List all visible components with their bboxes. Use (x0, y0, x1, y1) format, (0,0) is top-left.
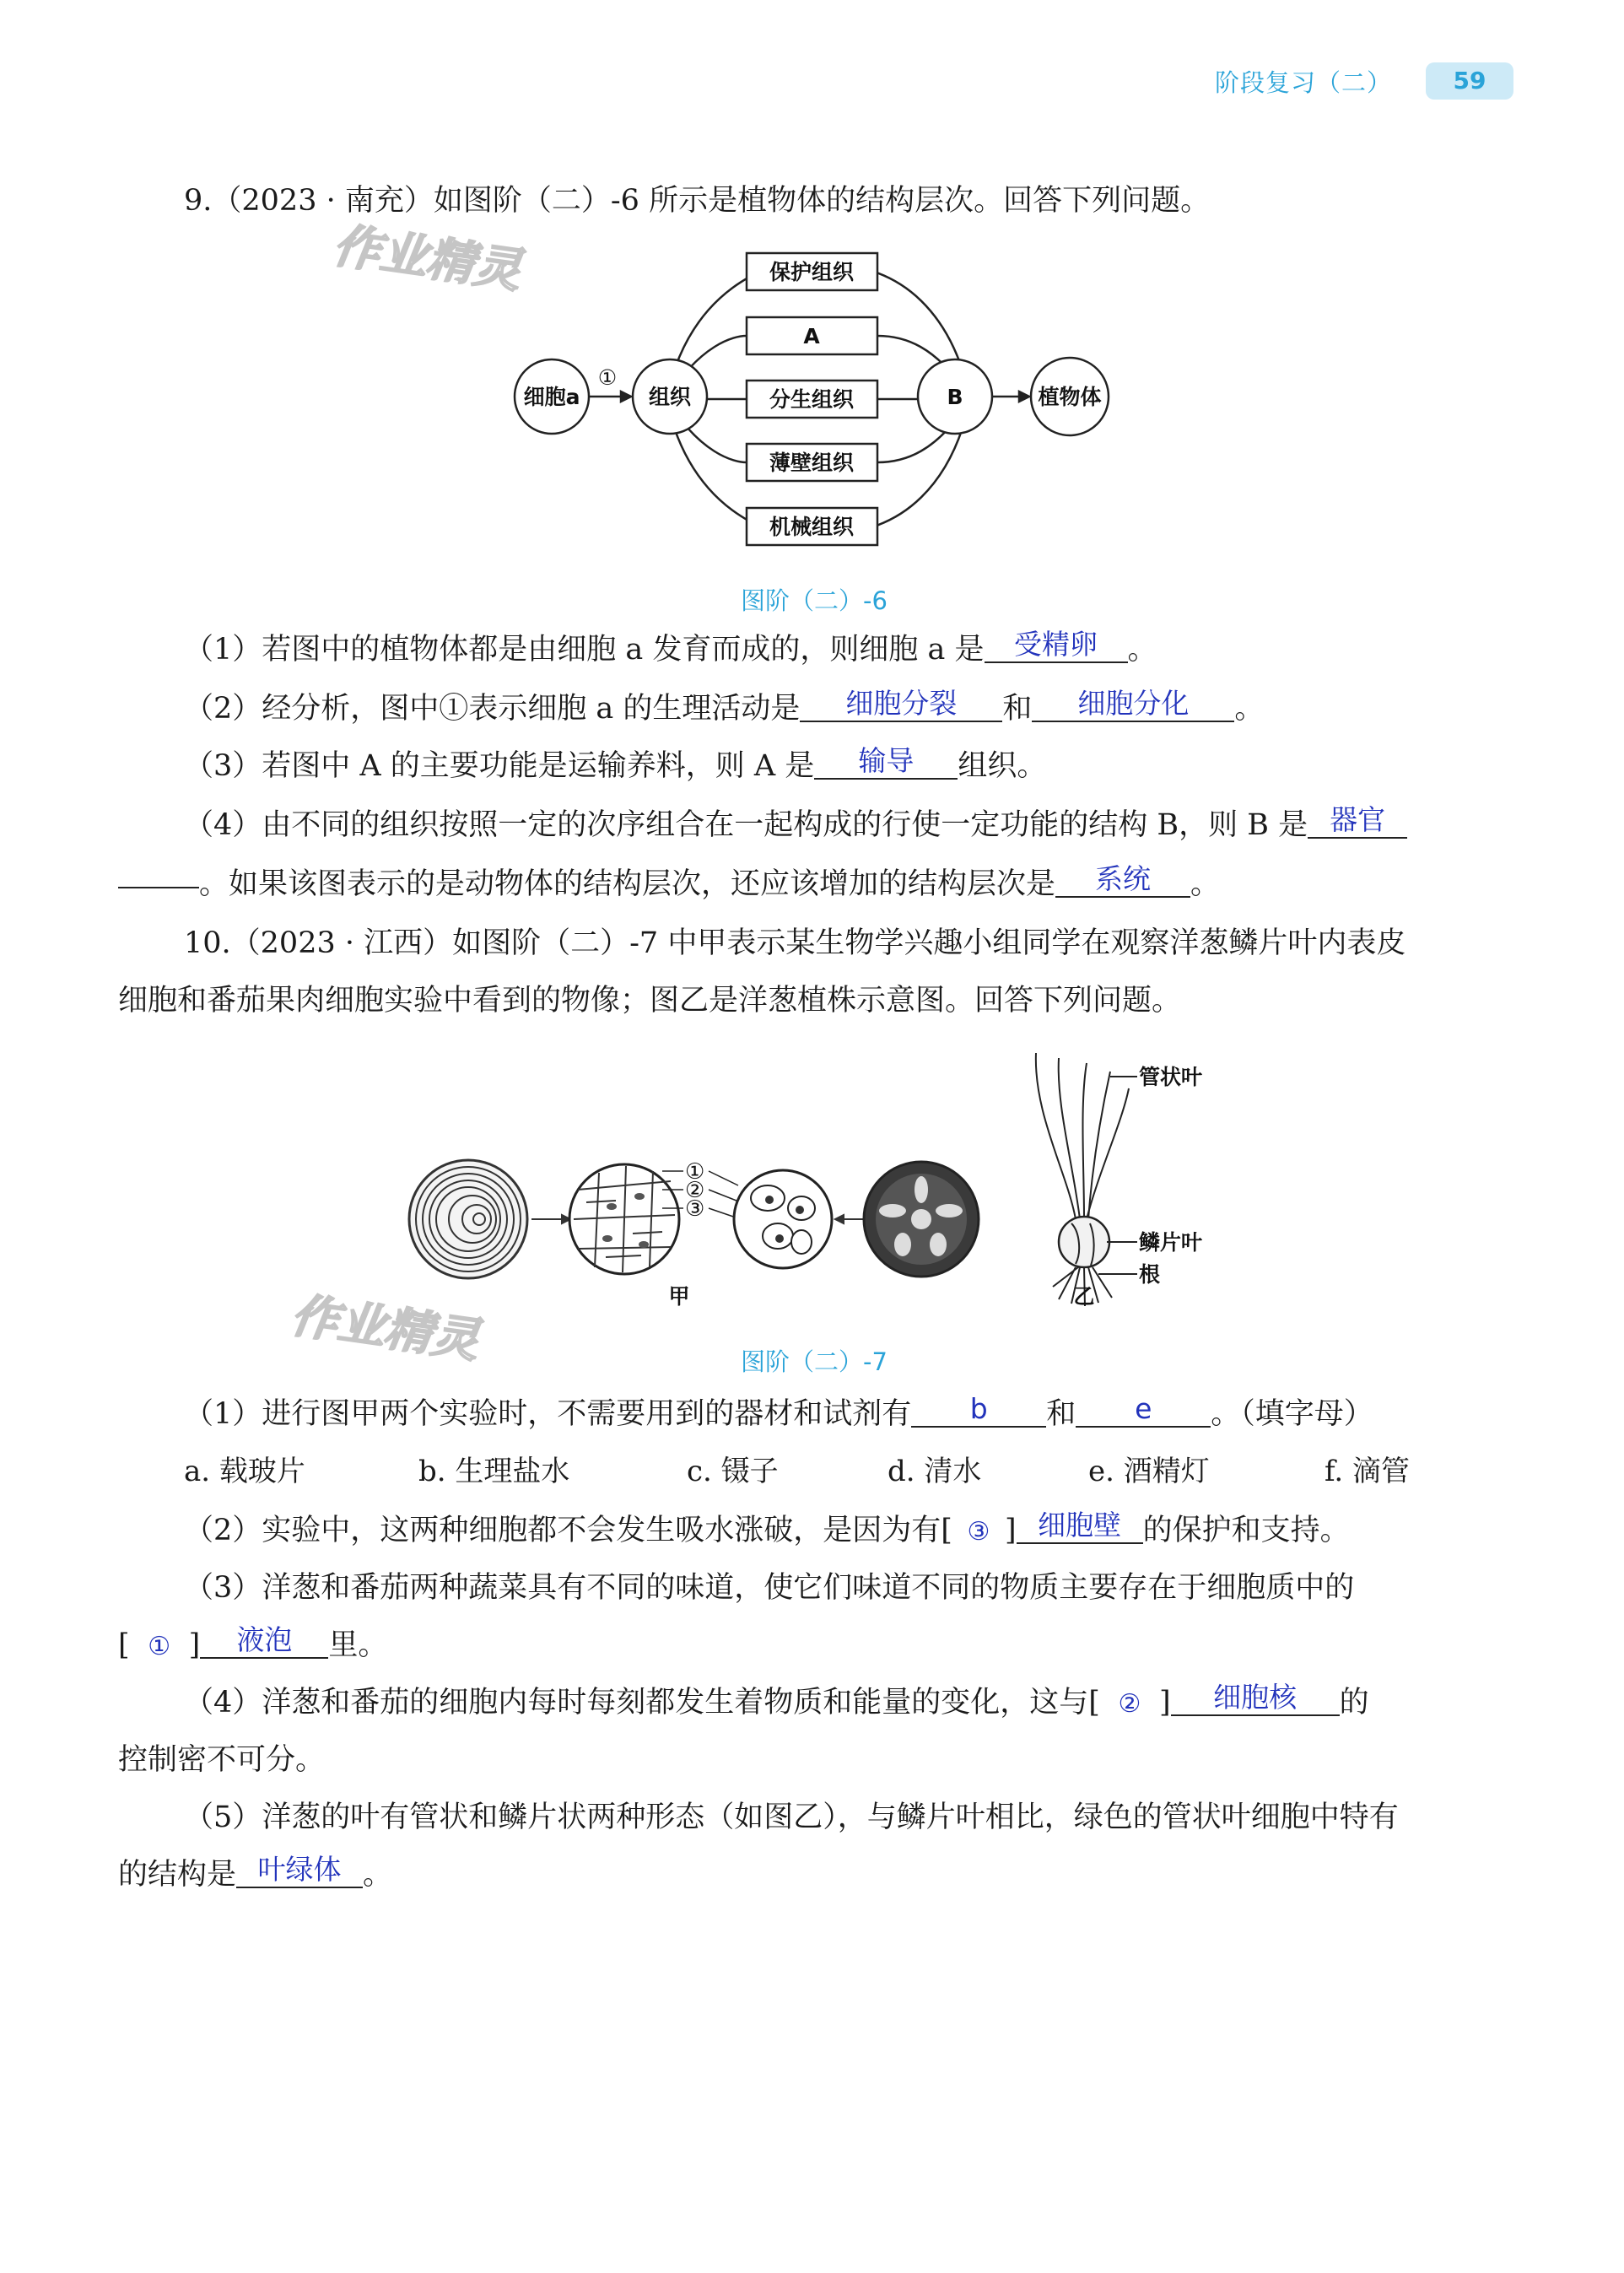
q9-part2: （2）经分析，图中①表示细胞 a 的生理活动是 细胞分裂 和 细胞分化 。 (184, 687, 1265, 726)
q10-stem-line2: 细胞和番茄果肉细胞实验中看到的物像；图乙是洋葱植株示意图。回答下列问题。 (118, 984, 1182, 1018)
tissue-label: 组织 (648, 385, 692, 409)
figure-6-caption: 图阶（二）-6 (741, 586, 888, 615)
tubular-leaf-label: 管状叶 (1139, 1065, 1203, 1089)
q9-part2-answer1[interactable]: 细胞分裂 (800, 687, 1002, 722)
section-title: 阶段复习（二） (1215, 68, 1393, 97)
q9-part4-line2: 。如果该图表示的是动物体的结构层次，还应该增加的结构层次是 系统 。 (118, 866, 1220, 903)
q10-part4-answer[interactable]: 细胞核 (1171, 1681, 1340, 1716)
plant-label: 植物体 (1038, 385, 1102, 409)
q10-part4-line2: 控制密不可分。 (118, 1743, 326, 1777)
onion-slice-image (409, 1160, 527, 1278)
page-number-badge: 59 (1426, 62, 1513, 100)
organ-b-label: B (947, 385, 963, 409)
q10-part3-number[interactable]: ① (148, 1632, 171, 1661)
q9-part3: （3）若图中 A 的主要功能是运输养料，则 A 是 输导 组织。 (184, 744, 1047, 783)
marker-2: ② (685, 1178, 705, 1203)
q10-stem-line1: 10.（2023 · 江西）如图阶（二）-7 中甲表示某生物学兴趣小组同学在观察洋葱鳞片叶内表皮 (184, 926, 1406, 960)
box-parenchyma-tissue: 薄壁组织 (769, 451, 855, 475)
q9-part1-answer[interactable]: 受精卵 (985, 628, 1128, 663)
q9-part1: （1）若图中的植物体都是由细胞 a 发育而成的，则细胞 a 是 受精卵 。 (184, 628, 1157, 667)
q9-part2-answer2[interactable]: 细胞分化 (1032, 687, 1234, 722)
q10-part4-line1: （4）洋葱和番茄的细胞内每时每刻都发生着物质和能量的变化，这与[ ② ] 细胞核 的 (184, 1684, 1369, 1723)
watermark: 作业精灵 (287, 1288, 483, 1369)
option-a: a. 载玻片 (184, 1455, 305, 1488)
q10-part2-answer[interactable]: 细胞壁 (1017, 1509, 1143, 1544)
q10-part3-line2: [ ① ] 液泡 里。 (118, 1627, 387, 1666)
q10-part1: （1）进行图甲两个实验时，不需要用到的器材和试剂有 b 和 e 。（填字母） (184, 1392, 1373, 1431)
q9-part4-answer2[interactable]: 系统 (1055, 862, 1190, 898)
q9-part3-answer[interactable]: 输导 (814, 744, 958, 780)
q9-part4-answer1-continued (118, 887, 199, 888)
watermark: 作业精灵 (329, 218, 525, 300)
option-d: d. 清水 (888, 1455, 982, 1488)
box-protective-tissue: 保护组织 (769, 260, 855, 284)
q10-part5-answer[interactable]: 叶绿体 (236, 1853, 363, 1888)
marker-1: ① (685, 1159, 705, 1185)
q10-part5-line1: （5）洋葱的叶有管状和鳞片状两种形态（如图乙），与鳞片叶相比，绿色的管状叶细胞中特有 (184, 1801, 1399, 1834)
label-yi: 乙 (1073, 1284, 1095, 1309)
q10-part3-line1: （3）洋葱和番茄两种蔬菜具有不同的味道，使它们味道不同的物质主要存在于细胞质中的 (184, 1571, 1355, 1605)
cell-a-label: 细胞a (523, 385, 580, 409)
q9-part4-answer1[interactable]: 器官 (1308, 803, 1407, 839)
option-e: e. 酒精灯 (1088, 1455, 1210, 1488)
q10-part1-answer1[interactable]: b (911, 1392, 1046, 1428)
scale-leaf-label: 鳞片叶 (1139, 1230, 1203, 1255)
tomato-cells-image (734, 1170, 832, 1268)
option-f: f. 滴管 (1325, 1455, 1410, 1488)
q9-stem: 9.（2023 · 南充）如图阶（二）-6 所示是植物体的结构层次。回答下列问题。 (184, 184, 1211, 218)
box-a: A (803, 324, 820, 348)
q10-part1-answer2[interactable]: e (1076, 1392, 1211, 1428)
q10-part2: （2）实验中，这两种细胞都不会发生吸水涨破，是因为有[ ③ ] 细胞壁 的保护和支持。 (184, 1512, 1350, 1551)
option-b: b. 生理盐水 (418, 1455, 570, 1488)
q10-part2-number[interactable]: ③ (967, 1517, 990, 1547)
q10-figure (405, 1046, 1249, 1316)
q9-structure-diagram (506, 243, 1130, 555)
box-mechanical-tissue: 机械组织 (769, 515, 855, 539)
marker-3: ③ (685, 1196, 705, 1222)
option-c: c. 镊子 (687, 1455, 779, 1488)
tomato-slice-image (864, 1162, 979, 1277)
step-one-marker: ① (597, 365, 618, 390)
onion-cells-image (569, 1164, 679, 1274)
q10-part4-number[interactable]: ② (1118, 1689, 1141, 1719)
q10-part3-answer[interactable]: 液泡 (200, 1623, 328, 1659)
q9-part4-line1: （4）由不同的组织按照一定的次序组合在一起构成的行使一定功能的结构 B，则 B 是 器官 (184, 807, 1407, 844)
onion-plant-image (1036, 1053, 1137, 1306)
box-meristem-tissue: 分生组织 (769, 387, 855, 412)
q10-part5-line2: 的结构是 叶绿体 。 (118, 1853, 393, 1892)
label-jia: 甲 (668, 1284, 690, 1309)
root-label: 根 (1139, 1262, 1161, 1287)
figure-7-caption: 图阶（二）-7 (741, 1347, 888, 1376)
